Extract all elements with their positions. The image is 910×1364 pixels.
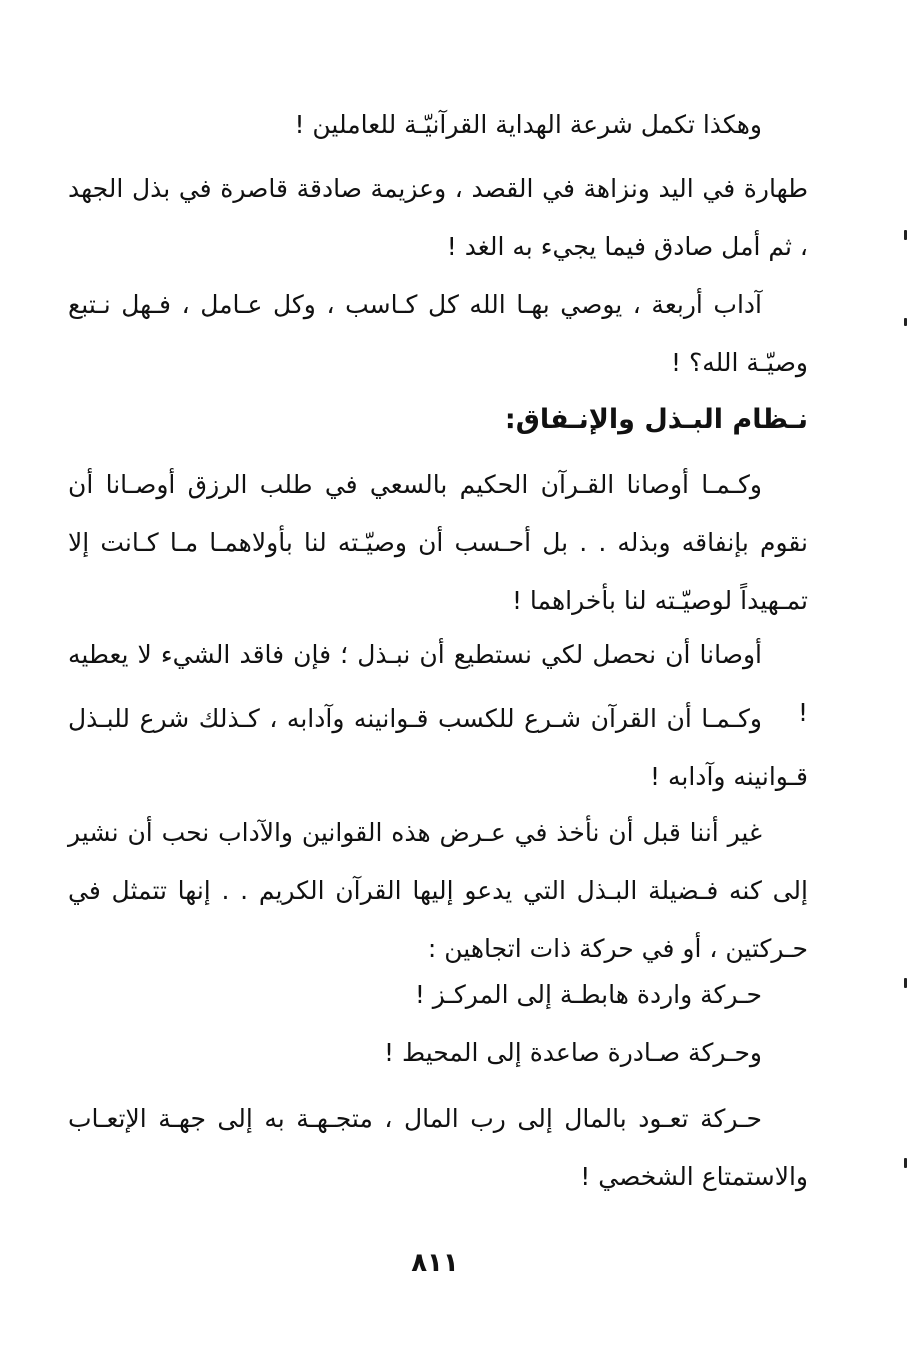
scan-edge-mark (904, 978, 907, 988)
paragraph-2: طهارة في اليد ونزاهة في القصد ، وعزيمة صادقة قاصرة في بذل الجهد ، ثم أمل صادق فيما يجيء به الغد ! (68, 174, 808, 261)
paragraph-3: آداب أربعة ، يوصي بهـا الله كل كـاسب ، وكل عـامل ، فـهل نـتبع وصيّـة الله؟ ! (68, 290, 808, 377)
paragraph-6: وكـمـا أن القرآن شـرع للكسب قـوانينه وآدابه ، كـذلك شرع للبـذل قـوانينه وآدابه ! (68, 704, 808, 791)
paragraph-4: وكـمـا أوصانا القـرآن الحكيم بالسعي في طلب الرزق أوصـانا أن نقوم بإنفاقه وبذله . . بل أحـسب أن وصيّـته لنا بأولاهمـا مـا كـانت إلا تمـهيداً لوصيّـته لنا بأخراهما ! (68, 470, 808, 615)
scan-edge-mark (904, 230, 907, 240)
paragraph-9: وحـركة صـادرة صاعدة إلى المحيط ! (384, 1038, 762, 1067)
scan-edge-mark (904, 1158, 907, 1168)
paragraph-5: أوصانا أن نحصل لكي نستطيع أن نبـذل ؛ فإن فاقد الشيء لا يعطيه ! (68, 640, 808, 727)
paragraph-10: حـركة تعـود بالمال إلى رب المال ، متجـهـة به إلى جهـة الإتعـاب والاستمتاع الشخصي ! (68, 1104, 808, 1191)
scan-edge-mark (904, 318, 907, 326)
paragraph-1: وهكذا تكمل شرعة الهداية القرآنيّـة للعاملين ! (294, 110, 762, 139)
paragraph-8: حـركة واردة هابطـة إلى المركـز ! (414, 980, 762, 1009)
page-number: ٨١١ (411, 1248, 459, 1278)
paragraph-7: غير أننا قبل أن نأخذ في عـرض هذه القوانين والآداب نحب أن نشير إلى كنه فـضيلة البـذل التي يدعو إليها القرآن الكريم . . إنها تتمثل في حـركتين ، أو في حركة ذات اتجاهين : (68, 818, 808, 963)
section-heading: نـظام البـذل والإنـفاق: (504, 404, 808, 435)
